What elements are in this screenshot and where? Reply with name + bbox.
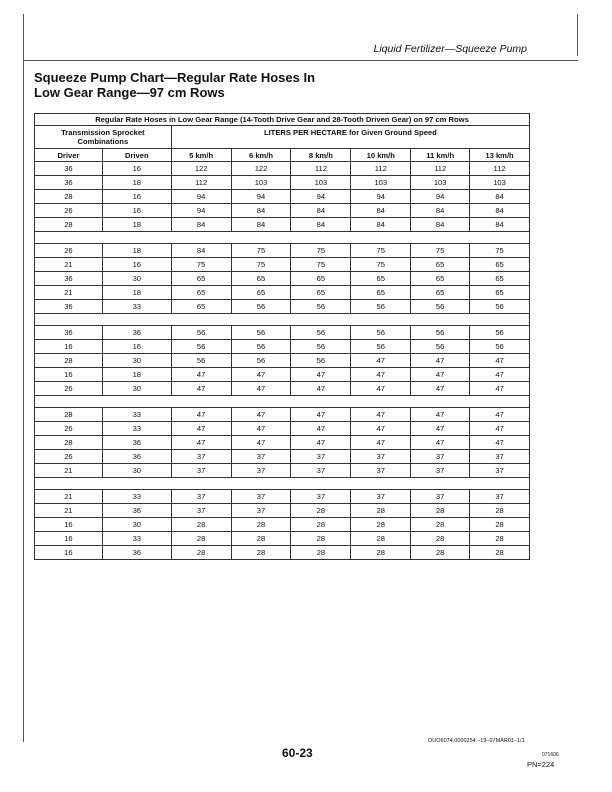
table-cell: 103: [411, 176, 470, 190]
table-cell: 56: [231, 354, 291, 368]
table-cell: 84: [411, 204, 470, 218]
table-cell: 26: [35, 382, 103, 396]
table-cell: 28: [171, 518, 231, 532]
table-cell: 47: [411, 422, 470, 436]
table-cell: 47: [171, 408, 231, 422]
group-spacer-row: [35, 396, 530, 408]
table-body: [35, 162, 530, 560]
table-cell: 47: [470, 408, 530, 422]
table-cell: 103: [351, 176, 411, 190]
column-header: 6 km/h: [231, 149, 291, 162]
spacer-cell: [35, 232, 530, 244]
table-cell: 30: [102, 272, 171, 286]
table-cell: 21: [35, 258, 103, 272]
table-cell: 75: [171, 258, 231, 272]
table-cell: 47: [351, 436, 411, 450]
table-cell: 47: [470, 368, 530, 382]
table-cell: 37: [351, 490, 411, 504]
table-cell: 18: [102, 368, 171, 382]
table-cell: 28: [411, 532, 470, 546]
column-header: 11 km/h: [411, 149, 470, 162]
table-cell: 84: [171, 244, 231, 258]
table-cell: 21: [35, 286, 103, 300]
table-cell: 28: [351, 532, 411, 546]
table-cell: 75: [351, 244, 411, 258]
table-row: [35, 422, 530, 436]
table-cell: 84: [291, 218, 351, 232]
table-cell: 28: [470, 518, 530, 532]
table-cell: 65: [470, 272, 530, 286]
table-cell: 94: [171, 190, 231, 204]
table-cell: 56: [351, 326, 411, 340]
table-cell: 18: [102, 218, 171, 232]
table-row: [35, 300, 530, 314]
table-cell: 36: [102, 450, 171, 464]
table-cell: 56: [351, 340, 411, 354]
table-cell: 36: [102, 504, 171, 518]
table-cell: 47: [351, 368, 411, 382]
table-cell: 37: [411, 450, 470, 464]
table-cell: 37: [231, 464, 291, 478]
table-cell: 33: [102, 300, 171, 314]
table-cell: 47: [171, 422, 231, 436]
table-cell: 16: [102, 258, 171, 272]
table-cell: 37: [351, 450, 411, 464]
table-cell: 47: [411, 408, 470, 422]
table-cell: 65: [291, 272, 351, 286]
table-cell: 33: [102, 408, 171, 422]
table-cell: 36: [102, 546, 171, 560]
table-row: [35, 204, 530, 218]
table-cell: 65: [411, 272, 470, 286]
table-row: [35, 490, 530, 504]
table-cell: 56: [411, 300, 470, 314]
table-cell: 37: [470, 450, 530, 464]
table-cell: 16: [35, 518, 103, 532]
table-cell: 56: [291, 354, 351, 368]
print-code: 071606: [542, 752, 559, 758]
table-cell: 47: [351, 354, 411, 368]
table-cell: 16: [102, 204, 171, 218]
table-cell: 47: [231, 408, 291, 422]
table-cell: 56: [470, 300, 530, 314]
table-cell: 28: [231, 532, 291, 546]
table-cell: 65: [291, 286, 351, 300]
table-cell: 75: [470, 244, 530, 258]
table-cell: 33: [102, 490, 171, 504]
table-cell: 56: [231, 340, 291, 354]
table-cell: 84: [411, 218, 470, 232]
table-cell: 28: [35, 408, 103, 422]
table-cell: 28: [35, 218, 103, 232]
table-row: [35, 244, 530, 258]
table-cell: 84: [351, 204, 411, 218]
table-cell: 47: [470, 354, 530, 368]
table-cell: 84: [231, 204, 291, 218]
table-cell: 37: [411, 464, 470, 478]
table-cell: 26: [35, 204, 103, 218]
group-spacer-row: [35, 232, 530, 244]
table-cell: 37: [171, 490, 231, 504]
table-cell: 112: [171, 176, 231, 190]
table-cell: 94: [351, 190, 411, 204]
table-row: [35, 258, 530, 272]
table-cell: 36: [102, 326, 171, 340]
table-row: [35, 340, 530, 354]
table-row: [35, 382, 530, 396]
header-rule: [23, 60, 578, 61]
running-header: Liquid Fertilizer—Squeeze Pump: [373, 43, 527, 55]
table-cell: 47: [470, 422, 530, 436]
table-cell: 28: [470, 504, 530, 518]
table-cell: 28: [411, 504, 470, 518]
column-header-row: [35, 149, 530, 162]
table-cell: 75: [291, 244, 351, 258]
table-cell: 36: [35, 272, 103, 286]
column-header: 13 km/h: [470, 149, 530, 162]
section-title: [34, 70, 315, 100]
table-cell: 47: [411, 382, 470, 396]
table-cell: 28: [291, 532, 351, 546]
table-cell: 33: [102, 422, 171, 436]
table-cell: 47: [411, 436, 470, 450]
group-header-sprockets: Transmission Sprocket Combinations: [35, 126, 172, 149]
table-row: [35, 436, 530, 450]
table-row: [35, 464, 530, 478]
table-row: [35, 286, 530, 300]
table-cell: 30: [102, 354, 171, 368]
table-cell: 65: [411, 286, 470, 300]
table-cell: 47: [231, 368, 291, 382]
table-cell: 84: [470, 190, 530, 204]
table-cell: 28: [231, 518, 291, 532]
table-row: [35, 504, 530, 518]
table-row: [35, 326, 530, 340]
table-cell: 47: [231, 436, 291, 450]
table-cell: 47: [291, 368, 351, 382]
table-cell: 28: [291, 504, 351, 518]
table-cell: 47: [351, 422, 411, 436]
table-cell: 112: [351, 162, 411, 176]
table-cell: 47: [470, 436, 530, 450]
table-cell: 28: [470, 546, 530, 560]
table-cell: 94: [231, 190, 291, 204]
table-cell: 47: [291, 436, 351, 450]
table-cell: 56: [171, 326, 231, 340]
table-cell: 47: [411, 354, 470, 368]
pn-number: PN=224: [527, 760, 555, 769]
table-cell: 47: [351, 408, 411, 422]
table-cell: 37: [351, 464, 411, 478]
table-cell: 47: [171, 436, 231, 450]
table-cell: 56: [470, 326, 530, 340]
table-cell: 65: [470, 258, 530, 272]
table-row: [35, 272, 530, 286]
table-row: [35, 546, 530, 560]
section-title-line-1: Squeeze Pump Chart—Regular Rate Hoses In: [34, 70, 316, 85]
table-cell: 21: [35, 464, 103, 478]
table-cell: 37: [291, 450, 351, 464]
table-cell: 16: [102, 190, 171, 204]
table-cell: 28: [470, 532, 530, 546]
table-cell: 30: [102, 464, 171, 478]
column-header: Driver: [35, 149, 103, 162]
table-cell: 37: [231, 450, 291, 464]
table-cell: 33: [102, 532, 171, 546]
table-cell: 122: [231, 162, 291, 176]
table-cell: 37: [231, 504, 291, 518]
table-cell: 94: [411, 190, 470, 204]
table-cell: 94: [291, 190, 351, 204]
table-cell: 37: [470, 464, 530, 478]
table-cell: 36: [102, 436, 171, 450]
table-cell: 84: [470, 204, 530, 218]
table-cell: 56: [231, 326, 291, 340]
table-cell: 56: [291, 326, 351, 340]
table-cell: 16: [35, 368, 103, 382]
table-row: [35, 368, 530, 382]
table-row: [35, 354, 530, 368]
table-cell: 28: [35, 436, 103, 450]
column-header: 10 km/h: [351, 149, 411, 162]
table-cell: 56: [470, 340, 530, 354]
table-row: [35, 532, 530, 546]
table-cell: 28: [171, 546, 231, 560]
table-row: [35, 450, 530, 464]
column-header: 8 km/h: [291, 149, 351, 162]
table-cell: 26: [35, 450, 103, 464]
table-cell: 75: [231, 258, 291, 272]
table-cell: 84: [171, 218, 231, 232]
table-cell: 28: [35, 190, 103, 204]
table-row: [35, 518, 530, 532]
table-cell: 28: [411, 518, 470, 532]
table-cell: 30: [102, 518, 171, 532]
table-cell: 75: [351, 258, 411, 272]
table-cell: 47: [231, 382, 291, 396]
table-cell: 56: [171, 340, 231, 354]
application-rate-table: [34, 113, 530, 560]
spacer-cell: [35, 314, 530, 326]
table-cell: 26: [35, 244, 103, 258]
table-cell: 37: [291, 490, 351, 504]
table-cell: 28: [35, 354, 103, 368]
table-cell: 47: [351, 382, 411, 396]
column-header: 5 km/h: [171, 149, 231, 162]
table-cell: 56: [351, 300, 411, 314]
table-cell: 16: [102, 162, 171, 176]
table-cell: 47: [411, 368, 470, 382]
table-cell: 37: [171, 464, 231, 478]
table-cell: 65: [171, 272, 231, 286]
page-number: 60-23: [282, 746, 313, 760]
table-row: [35, 190, 530, 204]
document-reference: OUO6074,0000254 –19–07MAR01–1/1: [428, 738, 525, 744]
table-cell: 65: [411, 258, 470, 272]
table-cell: 65: [231, 286, 291, 300]
table-cell: 103: [231, 176, 291, 190]
page-frame-left: [23, 14, 24, 742]
table-cell: 16: [35, 546, 103, 560]
spacer-cell: [35, 396, 530, 408]
table-cell: 56: [411, 340, 470, 354]
table-cell: 37: [171, 504, 231, 518]
table-cell: 47: [291, 422, 351, 436]
table-cell: 47: [291, 382, 351, 396]
table-cell: 112: [411, 162, 470, 176]
table-cell: 30: [102, 382, 171, 396]
table-cell: 26: [35, 422, 103, 436]
table-cell: 65: [171, 286, 231, 300]
table-cell: 84: [291, 204, 351, 218]
table-cell: 18: [102, 176, 171, 190]
table-cell: 16: [102, 340, 171, 354]
table-cell: 112: [470, 162, 530, 176]
table-cell: 47: [171, 382, 231, 396]
table-cell: 37: [231, 490, 291, 504]
group-spacer-row: [35, 314, 530, 326]
table-cell: 21: [35, 490, 103, 504]
table-row: [35, 218, 530, 232]
table-cell: 65: [231, 272, 291, 286]
table-cell: 47: [171, 368, 231, 382]
table-cell: 112: [291, 162, 351, 176]
group-header-rates: LITERS PER HECTARE for Given Ground Speed: [171, 126, 529, 149]
table-cell: 36: [35, 326, 103, 340]
table-cell: 65: [171, 300, 231, 314]
table-cell: 56: [171, 354, 231, 368]
table-caption: Regular Rate Hoses in Low Gear Range (14-Tooth Drive Gear and 28-Tooth Driven Gear) on 97 cm Rows: [35, 114, 530, 126]
table-cell: 56: [231, 300, 291, 314]
table-cell: 16: [35, 532, 103, 546]
table-cell: 37: [411, 490, 470, 504]
table-cell: 28: [411, 546, 470, 560]
page-frame-right: [577, 14, 578, 56]
table-cell: 75: [291, 258, 351, 272]
column-header: Driven: [102, 149, 171, 162]
table-row: [35, 176, 530, 190]
table-row: [35, 408, 530, 422]
table-cell: 47: [231, 422, 291, 436]
table-cell: 18: [102, 244, 171, 258]
table-cell: 65: [470, 286, 530, 300]
table-cell: 28: [291, 546, 351, 560]
table-cell: 28: [231, 546, 291, 560]
table-cell: 84: [470, 218, 530, 232]
table-cell: 18: [102, 286, 171, 300]
table-cell: 75: [231, 244, 291, 258]
table-cell: 56: [411, 326, 470, 340]
table-cell: 65: [351, 272, 411, 286]
table-cell: 36: [35, 300, 103, 314]
table-cell: 28: [171, 532, 231, 546]
table-cell: 28: [351, 546, 411, 560]
table-cell: 94: [171, 204, 231, 218]
section-title-line-2: Low Gear Range—97 cm Rows: [34, 85, 225, 100]
table-cell: 28: [351, 518, 411, 532]
table-cell: 37: [291, 464, 351, 478]
table-cell: 47: [470, 382, 530, 396]
table-cell: 37: [171, 450, 231, 464]
table-cell: 56: [291, 340, 351, 354]
table-cell: 75: [411, 244, 470, 258]
table-cell: 56: [291, 300, 351, 314]
table-cell: 21: [35, 504, 103, 518]
table-cell: 36: [35, 162, 103, 176]
table-cell: 84: [351, 218, 411, 232]
spacer-cell: [35, 478, 530, 490]
table-cell: 28: [351, 504, 411, 518]
table-cell: 103: [291, 176, 351, 190]
table-cell: 84: [231, 218, 291, 232]
table-cell: 37: [470, 490, 530, 504]
table-cell: 28: [291, 518, 351, 532]
table-row: [35, 162, 530, 176]
group-spacer-row: [35, 478, 530, 490]
table-cell: 103: [470, 176, 530, 190]
table-cell: 47: [291, 408, 351, 422]
table-cell: 65: [351, 286, 411, 300]
table-cell: 122: [171, 162, 231, 176]
table-cell: 16: [35, 340, 103, 354]
table-cell: 36: [35, 176, 103, 190]
